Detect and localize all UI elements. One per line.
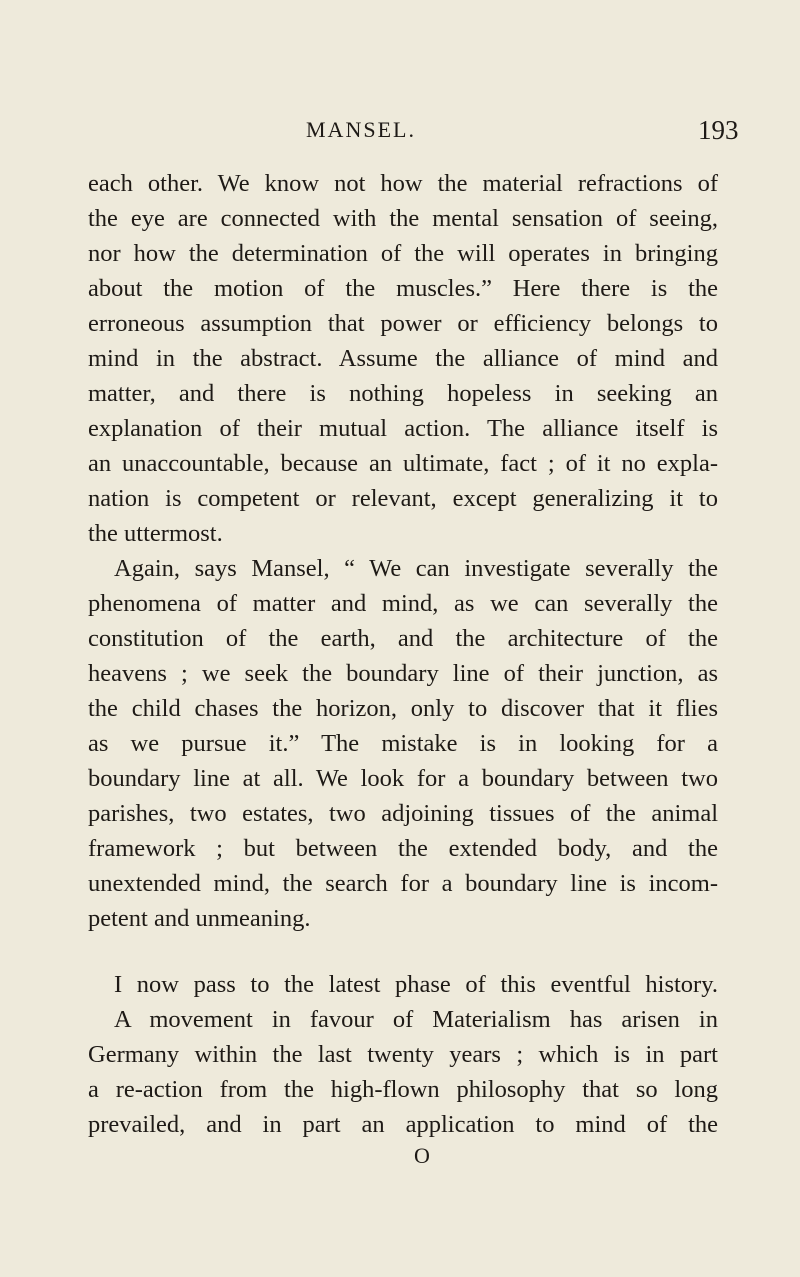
running-head xyxy=(0,110,800,150)
text-line: an unaccountable, because an ultimate, fact ; of it no expla- xyxy=(88,450,718,477)
text-line: petent and unmeaning. xyxy=(88,905,311,932)
text-line: matter, and there is nothing hopeless in seeking an xyxy=(88,380,718,407)
paragraph-first-line: Again, says Mansel, “ We can investigate severally the xyxy=(114,555,718,582)
text-line: heavens ; we seek the boundary line of their junction, as xyxy=(88,660,718,687)
text-line: each other. We know not how the material refractions of xyxy=(88,170,718,197)
text-line: nation is competent or relevant, except generalizing it to xyxy=(88,485,718,512)
text-line: the uttermost. xyxy=(88,520,223,547)
text-line: as we pursue it.” The mistake is in looking for a xyxy=(88,730,718,757)
paragraph-first-line: A movement in favour of Materialism has arisen in xyxy=(114,1006,718,1033)
text-line: about the motion of the muscles.” Here there is the xyxy=(88,275,718,302)
text-line: unextended mind, the search for a boundary line is incom- xyxy=(88,870,718,897)
text-line: the eye are connected with the mental sensation of seeing, xyxy=(88,205,718,232)
text-line: the child chases the horizon, only to discover that it flies xyxy=(88,695,718,722)
text-line: erroneous assumption that power or efficiency belongs to xyxy=(88,310,718,337)
page-number: 193 xyxy=(698,115,739,145)
text-line: prevailed, and in part an application to mind of the xyxy=(88,1111,718,1138)
signature-mark: O xyxy=(414,1143,430,1168)
running-head-title: MANSEL. xyxy=(306,117,416,142)
text-line: parishes, two estates, two adjoining tissues of the animal xyxy=(88,800,718,827)
text-line: constitution of the earth, and the architecture of the xyxy=(88,625,718,652)
text-line: explanation of their mutual action. The alliance itself is xyxy=(88,415,718,442)
text-line: mind in the abstract. Assume the alliance of mind and xyxy=(88,345,718,372)
text-line: a re-action from the high-flown philosophy that so long xyxy=(88,1076,718,1103)
text-line: phenomena of matter and mind, as we can severally the xyxy=(88,590,718,617)
text-line: nor how the determination of the will operates in bringing xyxy=(88,240,718,267)
paragraph-first-line: I now pass to the latest phase of this eventful history. xyxy=(114,971,718,998)
text-line: Germany within the last twenty years ; which is in part xyxy=(88,1041,718,1068)
text-line: boundary line at all. We look for a boundary between two xyxy=(88,765,718,792)
text-line: framework ; but between the extended body, and the xyxy=(88,835,718,862)
